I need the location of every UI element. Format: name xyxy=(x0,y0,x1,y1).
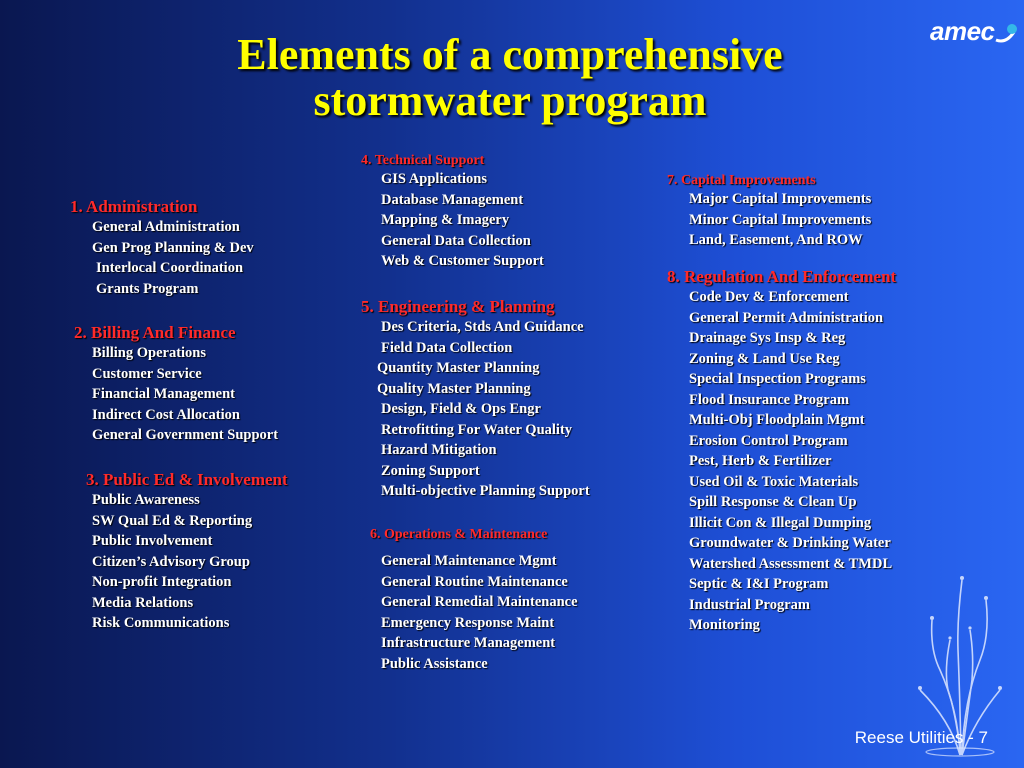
list-item: Indirect Cost Allocation xyxy=(92,406,240,423)
section-operations-maintenance xyxy=(370,527,578,674)
section-heading: 1. Administration xyxy=(70,197,198,216)
list-item: General Maintenance Mgmt xyxy=(381,553,557,569)
list-item: Citizen’s Advisory Group xyxy=(92,553,250,570)
list-item: GIS Applications xyxy=(381,171,487,187)
list-item: Used Oil & Toxic Materials xyxy=(689,473,859,490)
section-billing-finance xyxy=(74,323,278,446)
list-item: Land, Easement, And ROW xyxy=(689,232,863,248)
list-item: Hazard Mitigation xyxy=(381,442,497,458)
list-item: Multi-objective Planning Support xyxy=(381,483,590,499)
section-public-ed xyxy=(86,470,288,634)
list-item: Drainage Sys Insp & Reg xyxy=(689,330,846,346)
list-item: Database Management xyxy=(381,191,524,208)
list-item: Non-profit Integration xyxy=(92,574,232,590)
list-item: Retrofitting For Water Quality xyxy=(381,421,573,438)
slide-title xyxy=(150,32,870,124)
section-items xyxy=(92,343,278,446)
list-item: Special Inspection Programs xyxy=(689,371,866,387)
list-item: Minor Capital Improvements xyxy=(689,211,872,228)
list-item: Septic & I&I Program xyxy=(689,576,829,592)
title-line-1: Elements of a comprehensive xyxy=(237,30,783,79)
list-item: Web & Customer Support xyxy=(381,253,544,269)
list-item: Industrial Program xyxy=(689,596,810,613)
section-heading: 5. Engineering & Planning xyxy=(361,297,555,316)
section-administration xyxy=(70,197,254,299)
list-item: Pest, Herb & Fertilizer xyxy=(689,453,832,469)
list-item: Zoning & Land Use Reg xyxy=(689,350,840,367)
list-item: General Administration xyxy=(92,219,240,235)
list-item: General Permit Administration xyxy=(689,309,884,326)
list-item: Billing Operations xyxy=(92,345,207,361)
section-heading: 2. Billing And Finance xyxy=(74,323,236,342)
section-heading: 7. Capital Improvements xyxy=(667,173,816,188)
list-item: Media Relations xyxy=(92,594,194,611)
amec-logo xyxy=(930,16,1020,50)
section-heading: 3. Public Ed & Involvement xyxy=(86,470,288,489)
list-item: Financial Management xyxy=(92,386,235,402)
section-heading: 4. Technical Support xyxy=(361,153,485,168)
list-item: Major Capital Improvements xyxy=(689,191,872,207)
list-item: Interlocal Coordination xyxy=(96,260,244,276)
list-item: Infrastructure Management xyxy=(381,635,556,651)
list-item: Flood Insurance Program xyxy=(689,391,850,408)
list-item: Customer Service xyxy=(92,365,202,382)
title-line-2: stormwater program xyxy=(313,76,707,125)
list-item: Grants Program xyxy=(96,280,199,297)
list-item: Quantity Master Planning xyxy=(377,360,540,376)
section-items xyxy=(377,317,590,502)
list-item: Spill Response & Clean Up xyxy=(689,494,857,510)
section-items xyxy=(381,169,544,272)
list-item: General Remedial Maintenance xyxy=(381,594,578,610)
list-item: Risk Communications xyxy=(92,615,230,631)
list-item: Quality Master Planning xyxy=(377,380,531,397)
section-items xyxy=(92,217,254,299)
footer-page-label: Reese Utilities - 7 xyxy=(854,728,988,747)
section-heading: 6. Operations & Maintenance xyxy=(370,527,548,542)
list-item: Erosion Control Program xyxy=(689,432,848,449)
list-item: General Data Collection xyxy=(381,232,531,249)
list-item: Groundwater & Drinking Water xyxy=(689,535,891,551)
list-item: Monitoring xyxy=(689,617,760,633)
section-items xyxy=(381,551,578,674)
list-item: Watershed Assessment & TMDL xyxy=(689,555,893,572)
section-capital-improvements xyxy=(667,173,871,251)
list-item: SW Qual Ed & Reporting xyxy=(92,512,253,529)
section-engineering-planning xyxy=(361,297,590,502)
section-items xyxy=(689,189,871,251)
section-technical-support xyxy=(361,153,544,272)
list-item: Public Assistance xyxy=(381,655,488,672)
list-item: Gen Prog Planning & Dev xyxy=(92,239,254,256)
list-item: Public Awareness xyxy=(92,492,200,508)
list-item: General Routine Maintenance xyxy=(381,573,568,590)
list-item: Des Criteria, Stds And Guidance xyxy=(381,319,584,335)
logo-swoosh-icon xyxy=(992,20,1018,46)
list-item: Multi-Obj Floodplain Mgmt xyxy=(689,412,865,428)
list-item: Mapping & Imagery xyxy=(381,212,510,228)
section-items xyxy=(92,490,288,634)
section-items xyxy=(689,287,896,636)
list-item: Illicit Con & Illegal Dumping xyxy=(689,514,872,531)
list-item: Field Data Collection xyxy=(381,339,513,356)
list-item: Zoning Support xyxy=(381,462,480,479)
list-item: Emergency Response Maint xyxy=(381,614,555,631)
list-item: Public Involvement xyxy=(92,533,213,549)
list-item: Code Dev & Enforcement xyxy=(689,289,849,305)
section-heading: 8. Regulation And Enforcement xyxy=(667,267,897,286)
list-item: General Government Support xyxy=(92,427,279,443)
section-regulation-enforcement xyxy=(667,267,896,636)
list-item: Design, Field & Ops Engr xyxy=(381,401,541,417)
logo-wordmark: amec xyxy=(930,16,995,46)
